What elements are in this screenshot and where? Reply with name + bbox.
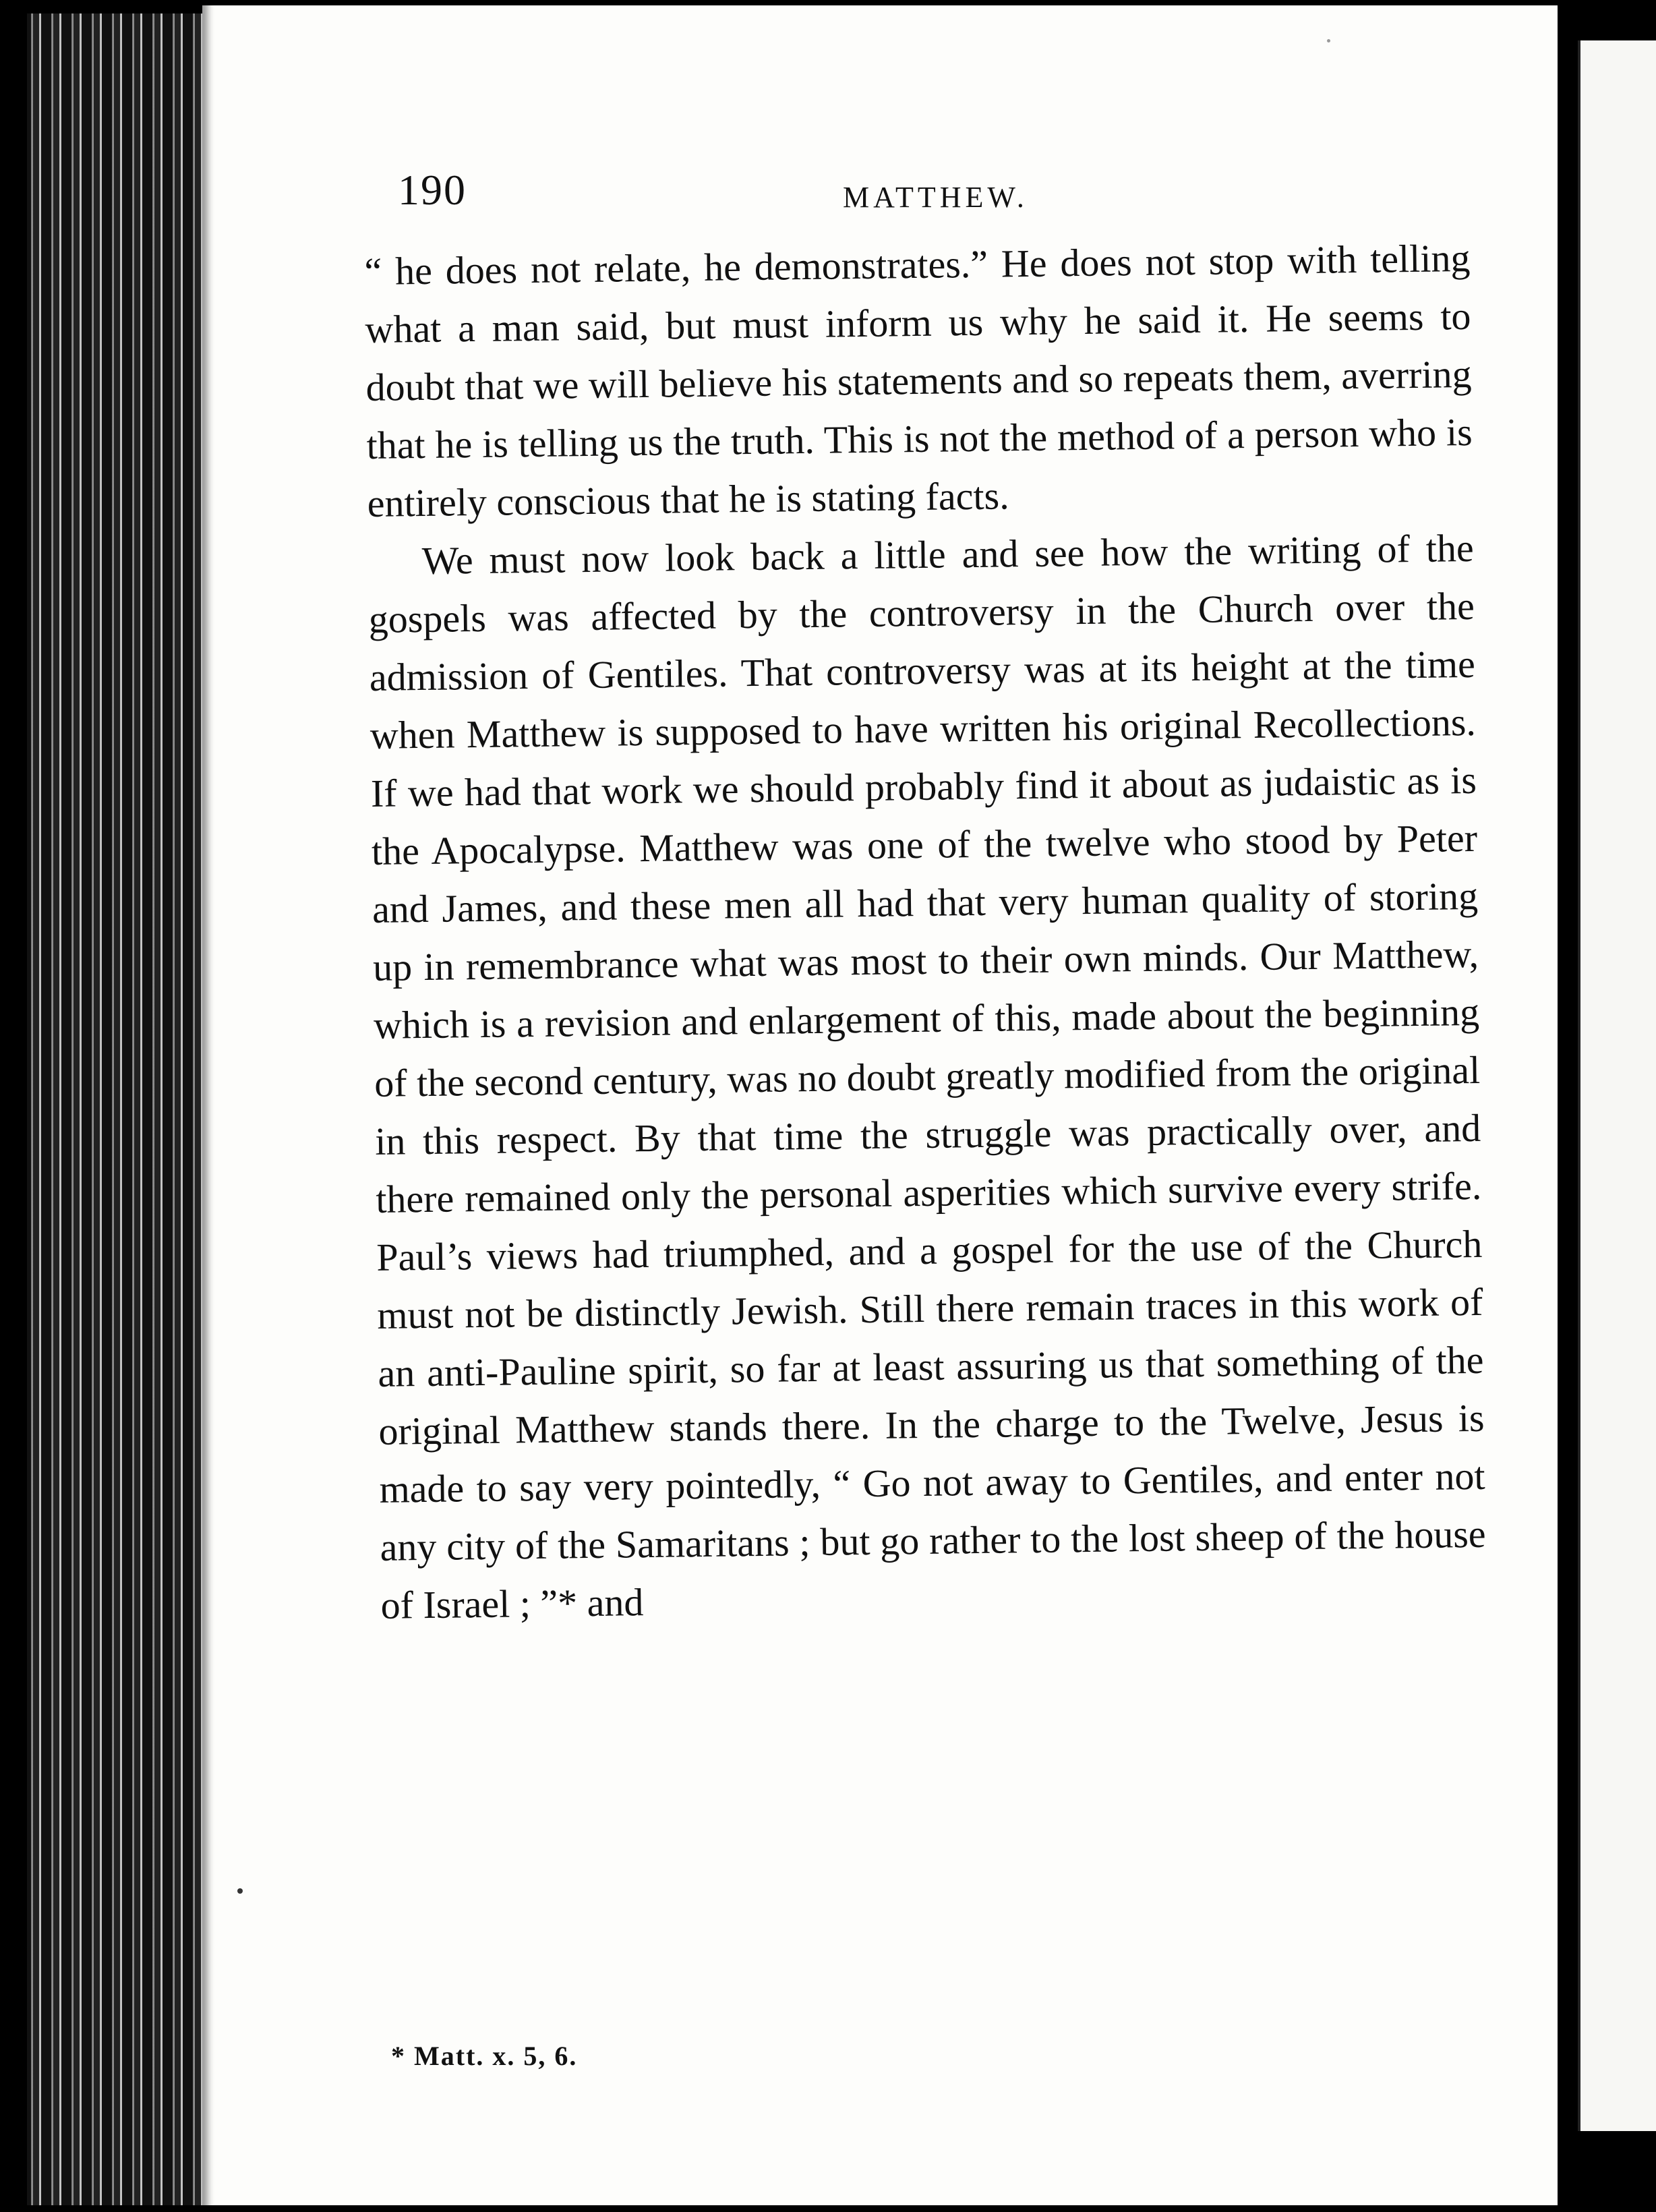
- scan-speck: [237, 1888, 243, 1894]
- scan-speck: [1327, 39, 1330, 42]
- running-head: MATTHEW.: [843, 181, 1028, 214]
- paragraph-2: We must now look back a little and see how the writing of the gospels was affected by the controversy in the Church over the admission of Gentiles. That controversy was at its height at the time when Matthew is supposed to have written his original Recollections. If we had that work we should probably find it about as judaistic as is the Apocalypse. Matthew was one of the twelve who stood by Peter and James, and these men all had that very human quality of storing up in remembrance what was most to their own minds. Our Matthew, which is a revision and enlargement of this, made about the beginning of the second century, was no doubt greatly modified from the original in this respect. By that time the struggle was practically over, and there remained only the personal asperities which survive every strife. Paul’s views had triumphed, and a gospel for the use of the Church must not be distinctly Jewish. Still there remain traces in this work of an anti-Pauline spirit, so far at least assuring us that something of the original Matthew stands there. In the charge to the Twelve, Jesus is made to say very pointedly, “ Go not away to Gentiles, and enter not any city of the Samaritans ; but go rather to the lost sheep of the house of Israel ; ”* and: [368, 525, 1486, 1627]
- facing-page-edge: [1578, 40, 1656, 2131]
- body-text: [364, 229, 1487, 1635]
- page-number: 190: [398, 166, 467, 214]
- page-header: [398, 165, 1450, 226]
- footnote: * Matt. x. 5, 6.: [391, 2041, 578, 2071]
- paragraph-1: “ he does not relate, he demonstrates.” He does not stop with telling what a man said, but must inform us why he said it. He seems to doubt that we will believe his statements and so repeats them, averring that he is telling us the truth. This is not the method of a person who is entirely conscious that he is stating facts.: [364, 235, 1473, 525]
- book-page-edges: [27, 13, 209, 2205]
